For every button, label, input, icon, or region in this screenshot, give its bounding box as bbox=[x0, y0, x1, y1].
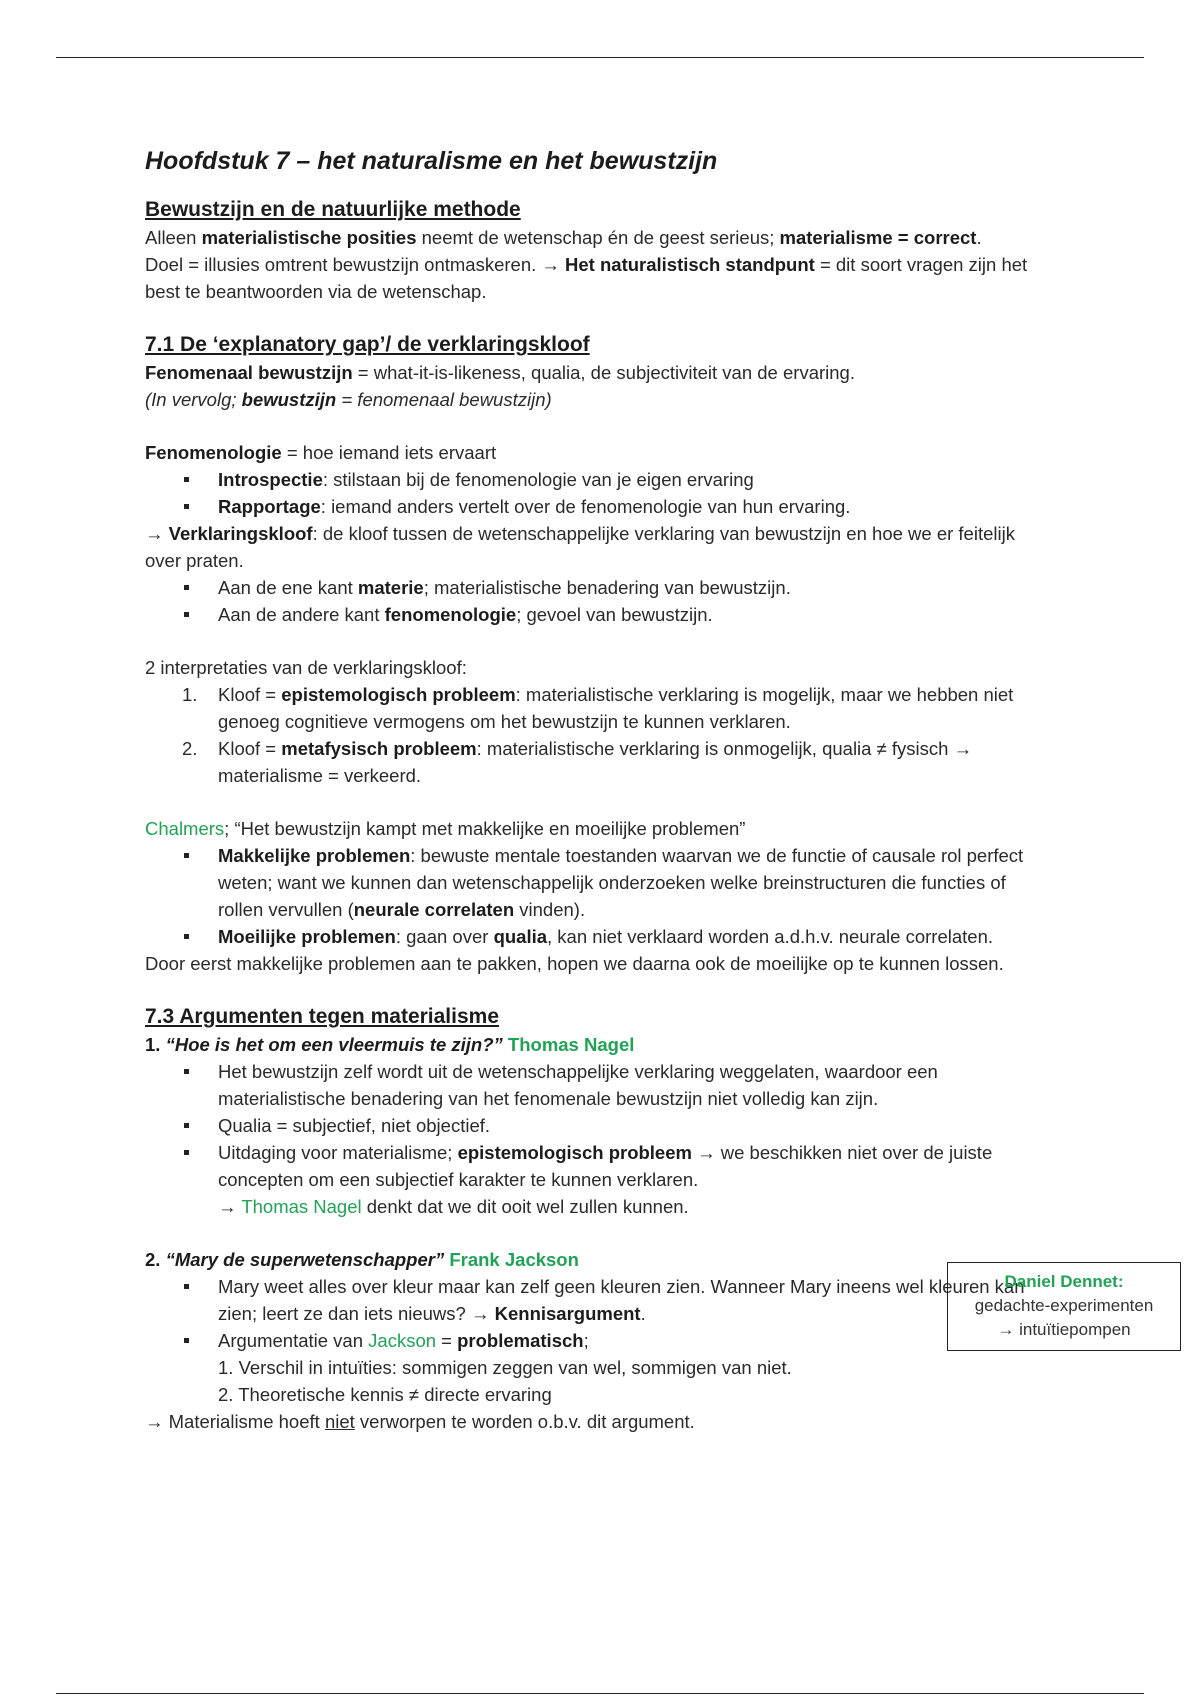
section-heading-argumenten: 7.3 Argumenten tegen materialisme bbox=[145, 1005, 500, 1028]
paragraph-chalmers-conclusion: Door eerst makkelijke problemen aan te pakken, hopen we daarna ook de moeilijke op te kunnen lossen. bbox=[145, 953, 1004, 974]
list-item: Het bewustzijn zelf wordt uit de wetenschappelijke verklaring weggelaten, waardoor een materialistische benadering van het fenomenale bewustzijn niet volledig kan zijn. bbox=[218, 1058, 1045, 1112]
list-item: Moeilijke problemen: gaan over qualia, kan niet verklaard worden a.d.h.v. neurale correlaten. bbox=[218, 923, 1045, 950]
interpretaties-intro: 2 interpretaties van de verklaringskloof: bbox=[145, 657, 467, 678]
fenomenologie-list bbox=[145, 466, 1045, 520]
list-item: Introspectie: stilstaan bij de fenomenologie van je eigen ervaring bbox=[218, 466, 1045, 493]
header-rule bbox=[56, 57, 1144, 58]
section-heading-methode: Bewustzijn en de natuurlijke methode bbox=[145, 198, 521, 221]
footer-rule bbox=[56, 1693, 1144, 1694]
sidebox-line-2: → intuïtiepompen bbox=[997, 1320, 1131, 1339]
document-body bbox=[145, 144, 1045, 1435]
chalmers-list bbox=[145, 842, 1045, 950]
list-item: Uitdaging voor materialisme; epistemologisch probleem → we beschikken niet over de juiste concepten om een subjectief karakter te kunnen verklaren. → Thomas Nagel denkt dat we dit ooit wel zullen kunnen. bbox=[218, 1139, 1045, 1220]
conclusion-materialisme: → Materialisme hoeft niet verworpen te worden o.b.v. dit argument. bbox=[145, 1411, 695, 1432]
sidebox-title: Daniel Dennet: bbox=[1004, 1272, 1124, 1291]
page-title: Hoofdstuk 7 – het naturalisme en het bewustzijn bbox=[145, 147, 718, 175]
chalmers-quote: Chalmers; “Het bewustzijn kampt met makkelijke en moeilijke problemen” bbox=[145, 818, 746, 839]
list-item: 2. Kloof = metafysisch probleem: materialistische verklaring is onmogelijk, qualia ≠ fysisch → materialisme = verkeerd. bbox=[182, 738, 973, 786]
argument-1-list bbox=[145, 1058, 1045, 1220]
list-item: Aan de ene kant materie; materialistische benadering van bewustzijn. bbox=[218, 574, 1045, 601]
note-vervolg: (In vervolg; bewustzijn = fenomenaal bewustzijn) bbox=[145, 389, 552, 410]
list-item: Aan de andere kant fenomenologie; gevoel van bewustzijn. bbox=[218, 601, 1045, 628]
list-item: Rapportage: iemand anders vertelt over de fenomenologie van hun ervaring. bbox=[218, 493, 1045, 520]
kloof-list bbox=[145, 574, 1045, 628]
argument-2-list bbox=[145, 1273, 1045, 1408]
argument-1-title: 1. “Hoe is het om een vleermuis te zijn?” Thomas Nagel bbox=[145, 1034, 635, 1055]
definition-fenomenologie: Fenomenologie = hoe iemand iets ervaart bbox=[145, 442, 497, 463]
dennet-sidebox bbox=[947, 1262, 1181, 1351]
list-item: Qualia = subjectief, niet objectief. bbox=[218, 1112, 1045, 1139]
paragraph-doel: Doel = illusies omtrent bewustzijn ontmaskeren. → Het naturalistisch standpunt = dit soort vragen zijn het best te beantwoorden via de wetenschap. bbox=[145, 254, 1028, 302]
list-item: Argumentatie van Jackson = problematisch; 1. Verschil in intuïties: sommigen zeggen van wel, sommigen van niet. 2. Theoretische kennis ≠ directe ervaring bbox=[218, 1327, 1045, 1408]
interpretaties-list bbox=[145, 681, 1045, 789]
list-item: Mary weet alles over kleur maar kan zelf geen kleuren zien. Wanneer Mary ineens wel kleuren kan zien; leert ze dan iets nieuws? → Kennisargument. bbox=[218, 1273, 1045, 1327]
definition-fenomenaal: Fenomenaal bewustzijn = what-it-is-likeness, qualia, de subjectiviteit van de ervaring. bbox=[145, 362, 855, 383]
argument-2-title: 2. “Mary de superwetenschapper” Frank Jackson bbox=[145, 1249, 579, 1270]
paragraph-verklaringskloof: → Verklaringskloof: de kloof tussen de wetenschappelijke verklaring van bewustzijn en hoe we er feitelijk over praten. bbox=[145, 523, 1015, 571]
paragraph-materialisme: Alleen materialistische posities neemt de wetenschap én de geest serieus; materialisme = correct. bbox=[145, 227, 982, 248]
list-item: Makkelijke problemen: bewuste mentale toestanden waarvan we de functie of causale rol perfect weten; want we kunnen dan wetenschappelijk onderzoeken welke breinstructuren die functies of rollen vervullen (neurale correlaten vinden). bbox=[218, 842, 1045, 923]
list-item: 1. Kloof = epistemologisch probleem: materialistische verklaring is mogelijk, maar we hebben niet genoeg cognitieve vermogens om het bewustzijn te kunnen verklaren. bbox=[182, 684, 1014, 732]
sidebox-line-1: gedachte-experimenten bbox=[974, 1296, 1154, 1315]
section-heading-verklaringskloof: 7.1 De ‘explanatory gap’/ de verklaringskloof bbox=[145, 333, 590, 356]
